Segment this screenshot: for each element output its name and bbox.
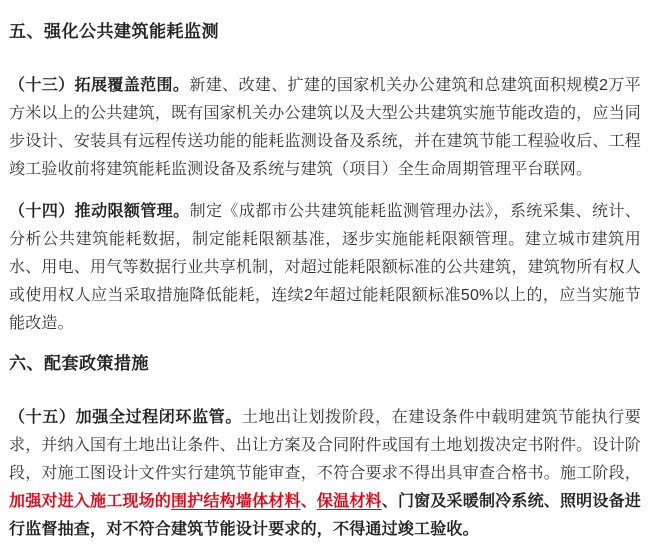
bold-text-run: 、门窗及采暖制冷系统、照明设备进行监督抽查，对不符合建筑节能设计要求的，不得通过竣工验收。 [9, 493, 641, 538]
underlined-red-text: 围护结构墙体材料 [171, 493, 301, 510]
highlight-red-text: 加强对进入施工现场的 [9, 493, 172, 510]
section-heading: 六、配套政策措施 [9, 354, 149, 373]
paragraph [9, 404, 641, 544]
bold-text-run: （十五）加强全过程闭环监管。 [9, 409, 242, 426]
bold-text-run: （十三）拓展覆盖范围。 [9, 77, 190, 94]
highlight-red-text: 、 [300, 493, 317, 510]
bold-text-run: （十四）推动限额管理。 [9, 203, 190, 220]
paragraph [9, 198, 641, 338]
underlined-red-text: 保温材料 [316, 493, 382, 510]
paragraph [9, 72, 641, 184]
text-run: 制定《成都市公共建筑能耗监测管理办法》，系统采集、统计、分析公共建筑能耗数据，制定能耗限额基准，逐步实施能耗限额管理。建立城市建筑用水、用电、用气等数据行业共享机制，对超过能耗限额标准的公共建筑，建筑物所有权人或使用权人应当采取措施降低能耗，连续2年超过能耗限额标准50%以上的，应当实施节能改造。 [9, 203, 641, 332]
text-run: 新建、改建、扩建的国家机关办公建筑和总建筑面积规模2万平方米以上的公共建筑，既有国家机关办公建筑以及大型公共建筑实施节能改造的，应当同步设计、安装具有远程传送功能的能耗监测设备及系统，并在建筑节能工程验收后、工程竣工验收前将建筑能耗监测设备及系统与建筑（项目）全生命周期管理平台联网。 [9, 77, 641, 178]
text-run: 土地出让划拨阶段，在建设条件中载明建筑节能执行要求，并纳入国有土地出让条件、出让方案及合同附件或国有土地划拨决定书附件。设计阶段，对施工图设计文件实行建筑节能审查，不符合要求不得出具审查合格书。施工阶段， [9, 409, 641, 482]
section-heading: 五、强化公共建筑能耗监测 [9, 22, 219, 41]
